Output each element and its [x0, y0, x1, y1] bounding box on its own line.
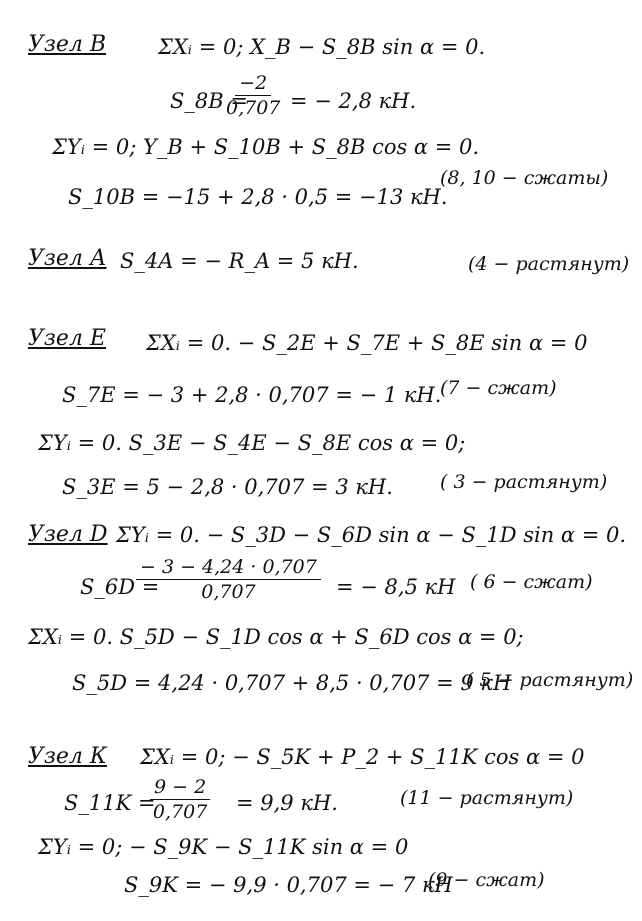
node-e-note-7: (7 − сжат)	[440, 377, 557, 399]
node-b-s8b-fraction	[226, 72, 280, 119]
node-e-eq-sum-x: ΣXᵢ = 0. − S_2E + S_7E + S_8E sin α = 0	[146, 331, 588, 355]
node-e-title: Узел Е	[28, 326, 106, 351]
node-d-title: Узел D	[28, 522, 108, 547]
fraction-denominator: 0,707	[152, 801, 208, 823]
node-b-note: (8, 10 − сжаты)	[440, 167, 609, 189]
node-a-title: Узел А	[28, 246, 107, 271]
node-d-eq-sum-y: ΣYᵢ = 0. − S_3D − S_6D sin α − S_1D sin α = 0.	[116, 523, 627, 547]
node-b-eq-sum-x: ΣXᵢ = 0; X_B − S_8B sin α = 0.	[158, 35, 486, 59]
node-d-eq-sum-x: ΣXᵢ = 0. S_5D − S_1D cos α + S_6D cos α = 0;	[28, 625, 524, 649]
fraction-numerator: −2	[235, 72, 271, 96]
node-b-s10b: S_10B = −15 + 2,8 · 0,5 = −13 кН.	[68, 185, 448, 209]
node-d-s5d: S_5D = 4,24 · 0,707 + 8,5 · 0,707 = 9 кН	[72, 671, 512, 695]
node-d-s6d-lhs: S_6D =	[80, 575, 160, 599]
node-a-note: (4 − растянут)	[468, 253, 630, 275]
fraction-denominator: 0,707	[226, 97, 281, 119]
node-k-s11k-rhs: = 9,9 кН.	[236, 791, 338, 815]
node-b-eq-sum-y: ΣYᵢ = 0; Y_B + S_10B + S_8B cos α = 0.	[52, 135, 480, 159]
node-k-eq-sum-x: ΣXᵢ = 0; − S_5K + P_2 + S_11K cos α = 0	[140, 745, 585, 769]
node-e-s7e: S_7E = − 3 + 2,8 · 0,707 = − 1 кН.	[62, 383, 442, 407]
node-e-eq-sum-y: ΣYᵢ = 0. S_3E − S_4E − S_8E cos α = 0;	[38, 431, 466, 455]
node-k-s11k-fraction	[150, 776, 210, 823]
node-k-s9k: S_9K = − 9,9 · 0,707 = − 7 кН	[124, 873, 453, 897]
node-d-s6d-rhs: = − 8,5 кН	[336, 575, 456, 599]
node-b-s8b-lhs: S_8B =	[170, 89, 248, 113]
node-e-s3e: S_3E = 5 − 2,8 · 0,707 = 3 кН.	[62, 475, 393, 499]
fraction-numerator: − 3 − 4,24 · 0,707	[136, 556, 321, 580]
node-k-note-11: (11 − растянут)	[400, 787, 574, 809]
node-b-title: Узел В	[28, 32, 107, 57]
node-d-s6d-fraction	[136, 556, 321, 603]
node-k-title: Узел К	[28, 744, 107, 769]
fraction-denominator: 0,707	[201, 581, 256, 603]
node-b-s8b-rhs: = − 2,8 кН.	[290, 89, 417, 113]
node-d-note-5: ( 5 − растянут)	[466, 669, 634, 691]
node-k-eq-sum-y: ΣYᵢ = 0; − S_9K − S_11K sin α = 0	[38, 835, 409, 859]
fraction-numerator: 9 − 2	[150, 776, 210, 800]
node-e-note-3: ( 3 − растянут)	[440, 471, 608, 493]
node-a-s4a: S_4A = − R_A = 5 кН.	[120, 249, 359, 273]
node-d-note-6: ( 6 − сжат)	[470, 571, 593, 593]
node-k-note-9: (9 − сжат)	[428, 869, 545, 891]
node-k-s11k-lhs: S_11K =	[64, 791, 156, 815]
